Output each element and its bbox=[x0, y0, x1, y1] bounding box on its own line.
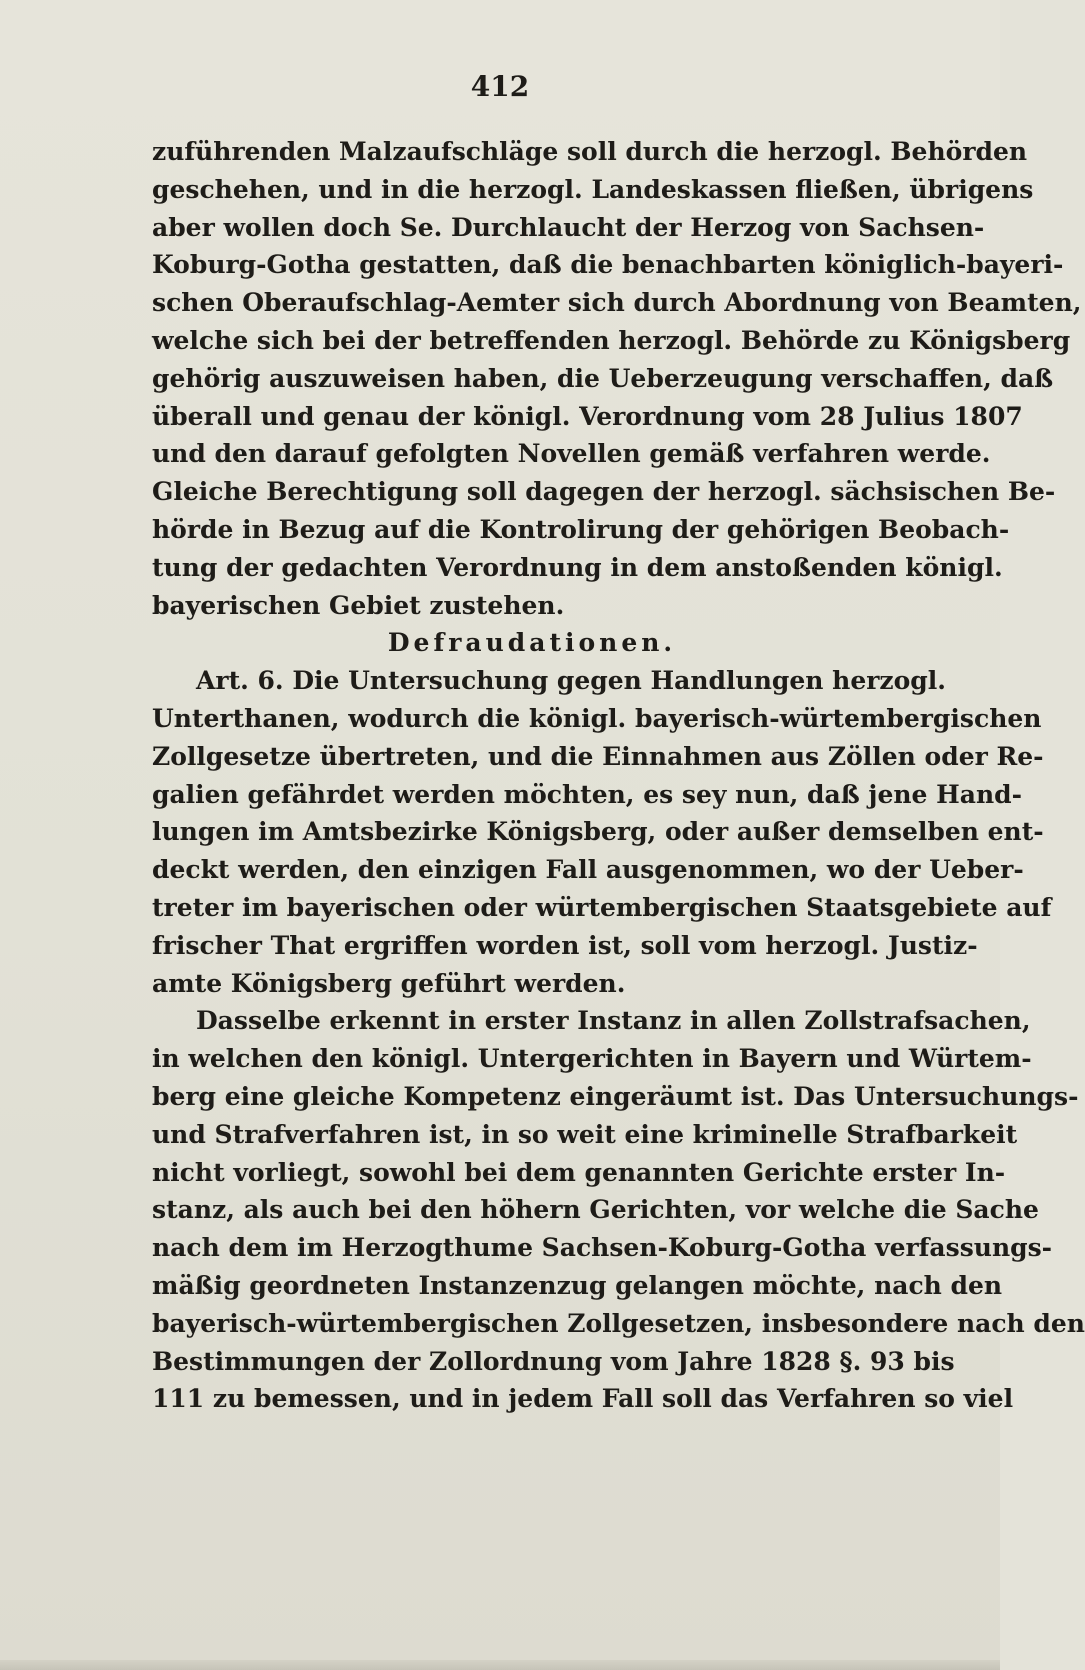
text-line: nicht vorliegt, sowohl bei dem genannten Gerichte erster In- bbox=[152, 1157, 1006, 1187]
text-line: bayerisch-würtembergischen Zollgesetzen, insbesondere nach den bbox=[152, 1308, 1085, 1338]
text-line: bayerischen Gebiet zustehen. bbox=[152, 590, 565, 620]
text-line: Zollgesetze übertreten, und die Einnahmen aus Zöllen oder Re- bbox=[152, 741, 1044, 771]
text-line: berg eine gleiche Kompetenz eingeräumt ist. Das Untersuchungs- bbox=[152, 1081, 1079, 1111]
text-line: Bestimmungen der Zollordnung vom Jahre 1828 §. 93 bis bbox=[152, 1346, 955, 1376]
text-line: Dasselbe erkennt in erster Instanz in allen Zollstrafsachen, bbox=[196, 1006, 1031, 1036]
text-line: mäßig geordneten Instanzenzug gelangen möchte, nach den bbox=[152, 1270, 1003, 1300]
text-line: galien gefährdet werden möchten, es sey nun, daß jene Hand- bbox=[152, 779, 1023, 809]
text-line: welche sich bei der betreffenden herzogl. Behörde zu Königsberg bbox=[152, 325, 1071, 355]
text-line: nach dem im Herzogthume Sachsen-Koburg-Gotha verfassungs- bbox=[152, 1233, 1053, 1263]
text-line: deckt werden, den einzigen Fall ausgenommen, wo der Ueber- bbox=[152, 855, 1024, 885]
text-line: hörde in Bezug auf die Kontrolirung der gehörigen Beobach- bbox=[152, 514, 1010, 544]
text-line: treter im bayerischen oder würtembergischen Staatsgebiete auf bbox=[152, 892, 1052, 922]
text-line: 111 zu bemessen, und in jedem Fall soll das Verfahren so viel bbox=[152, 1384, 1014, 1414]
body-text bbox=[152, 133, 1085, 1418]
section-heading: Defraudationen. bbox=[387, 628, 677, 658]
text-line: zuführenden Malzaufschläge soll durch die herzogl. Behörden bbox=[152, 137, 1028, 166]
text-line: in welchen den königl. Untergerichten in Bayern und Würtem- bbox=[152, 1044, 1032, 1074]
text-line: Art. 6. Die Untersuchung gegen Handlungen herzogl. bbox=[196, 666, 946, 696]
text-line: geschehen, und in die herzogl. Landeskassen fließen, übrigens bbox=[152, 174, 1034, 204]
text-line: amte Königsberg geführt werden. bbox=[152, 968, 626, 998]
text-line: überall und genau der königl. Verordnung vom 28 Julius 1807 bbox=[152, 401, 1023, 431]
text-line: und den darauf gefolgten Novellen gemäß verfahren werde. bbox=[152, 439, 991, 469]
text-line: aber wollen doch Se. Durchlaucht der Herzog von Sachsen- bbox=[152, 212, 985, 242]
text-line: und Strafverfahren ist, in so weit eine kriminelle Strafbarkeit bbox=[152, 1119, 1018, 1149]
text-line: Koburg-Gotha gestatten, daß die benachbarten königlich-bayeri- bbox=[152, 250, 1064, 280]
text-line: frischer That ergriffen worden ist, soll vom herzogl. Justiz- bbox=[152, 930, 978, 960]
text-line: tung der gedachten Verordnung in dem anstoßenden königl. bbox=[152, 552, 1003, 582]
page-number: 412 bbox=[470, 70, 530, 103]
text-line: stanz, als auch bei den höhern Gerichten, vor welche die Sache bbox=[152, 1195, 1039, 1225]
text-line: Gleiche Berechtigung soll dagegen der herzogl. sächsischen Be- bbox=[152, 477, 1056, 507]
text-line: gehörig auszuweisen haben, die Ueberzeugung verschaffen, daß bbox=[152, 363, 1054, 393]
text-line: Unterthanen, wodurch die königl. bayerisch-würtembergischen bbox=[152, 703, 1042, 733]
page-bottom-edge bbox=[0, 1660, 1000, 1670]
text-line: lungen im Amtsbezirke Königsberg, oder außer demselben ent- bbox=[152, 817, 1044, 847]
text-line: schen Oberaufschlag-Aemter sich durch Abordnung von Beamten, bbox=[152, 288, 1082, 318]
